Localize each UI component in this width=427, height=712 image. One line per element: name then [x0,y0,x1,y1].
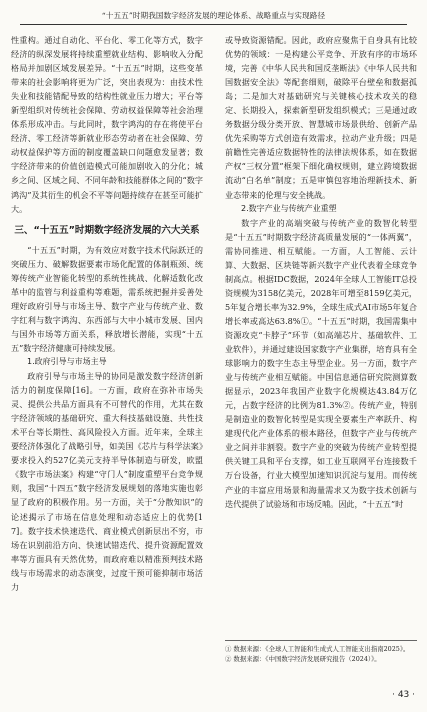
left-column [11,33,203,594]
footnote-1: ① 数据来源：《全球人工智能和生成式人工智能支出指南2025》。 [225,645,410,653]
subsection-title-2: 2.数字产业与传统产业重塑 [241,203,337,213]
left-paragraph-1: 性重构。通过自动化、平台化、零工化等方式，数字经济的纵深发展将持续重塑就业结构、影响收入分配格局并加剧区域发展差异。“十五五”时期，这些变革带来的社会影响将更为广泛，突出表现为：由技术性失业和技能错配导致的结构性就业压力增大；平台等新型组织对传统社会保障、劳动权益保障等社会治理体系形成冲击。与此同时，数字鸿沟的存在将使平台经济、零工经济等新就业形态劳动者在社会保障、劳动权益保护等方面的制度覆盖缺口问题愈发显著；数字经济带来的价值创造模式可能加剧收入的分化；城乡之间、区域之间、不同年龄和技能群体之间的“数字鸿沟”及其衍生的机会不平等问题持续存在甚至可能扩大。 [11,35,203,214]
subsection-title-1: 1.政府引导与市场主导 [27,356,107,366]
section-title: 三、“十五五”时期数字经济发展的六大关系 [14,224,200,236]
header-rule [20,24,407,25]
left-paragraph-3: 政府引导与市场主导的协同是激发数字经济创新活力的制度保障[16]。一方面，政府在弥补市场失灵、提供公共品方面具有不可替代的作用，尤其在数字经济领域的基础研究、重大科技基础设施、共性技术平台等长期性、高风险投入方面。近年来，全球主要经济体强化了战略引导，如美国《芯片与科学法案》要求投入约527亿美元支持半导体制造与研发，欧盟《数字市场法案》构建“守门人”制度重塑平台竞争规则，我国“十四五”数字经济发展规划的落地实施也彰显了政府的积极作用。另一方面，关于“分散知识”的论述揭示了市场在信息处理和动态适应上的优势[17]。数字技术快速迭代、商业模式创新层出不穷，市场在识别前沿方向、快速试错迭代、提升资源配置效率等方面具有天然优势，而政府难以精准预判技术路线与市场需求的动态演变，过度干预可能抑制市场活力 [11,371,203,592]
page-number: · 43 · [392,690,415,700]
left-paragraph-2: “十五五”时期，为有效应对数字技术代际跃迁的突破压力、破解数据要素市场化配置的体制瓶颈、统筹传统产业智能化转型的系统性挑战、化解适数化改革中的监管与利益重构等难题，需系统把握并妥善处理好政府引导与市场主导、数字产业与传统产业、数字红利与数字鸿沟、东西部与大中小城市发展、国内与国外市场等方面关系，释放增长潜能，实现“十五五”数字经济健康可持续发展。 [11,244,203,353]
right-paragraph-2: 数字产业的高端突破与传统产业的数智化转型是“十五五”时期数字经济高质量发展的“一体两翼”，需协同推进、相互赋能。一方面，人工智能、云计算、大数据、区块链等新兴数字产业代表着全球竞争制高点。根据IDC数据，2024年全球人工智能IT总投资规模为3158亿美元，2028年可增至8159亿美元，5年复合增长率为32.9%，全球生成式AI市场5年复合增长率或高达63.8%①。“十五五”时期，我国需集中资源攻克“卡脖子”环节（如高端芯片、基础软件、工业软件），并通过建设国家数字产业集群，培育具有全球影响力的数字生态主导型企业。另一方面，数字产业与传统产业相互赋能。中国信息通信研究院测算数据显示，2023年我国产业数字化规模达43.84万亿元，占数字经济的比例为81.3%②。传统产业，特别是制造业的数智化转型是实现全要素生产率跃升、构建现代化产业体系的根本路径，但数字产业与传统产业之间并非割裂。数字产业的突破为传统产业转型提供关键工具和平台支撑，如工业互联网平台连接数千万台设备，行业大模型加速知识沉淀与复用。而传统产业的丰富应用场景和海量需求又为数字技术创新与迭代提供了试验场和市场反哺。因此，“十五五”时 [225,217,417,509]
footnote-2: ② 数据来源：《中国数字经济发展研究报告（2024）》。 [225,655,381,663]
running-header: “十五五”时期我国数字经济发展的理论体系、战略重点与实现路径 [101,11,326,20]
footnotes [225,640,417,664]
right-paragraph-1: 或导致资源错配。因此，政府应聚焦于自身具有比较优势的领域：一是构建公平竞争、开放有序的市场环境，完善《中华人民共和国反垄断法》《中华人民共和国数据安全法》等配套细则，破除平台壁垒和数据孤岛；二是加大对基础研究与关键核心技术攻关的稳定、长期投入，探索新型研发组织模式；三是通过政务数据分级分类开放、智慧城市场景供给、创新产品优先采购等方式创造有效需求，拉动产业升级；四是前瞻性完善适应数据特性的法律法规体系，如在数据产权“三权分置”框架下细化确权规则，建立跨境数据流动“白名单”制度；五是审慎包容地治理新技术、新业态带来的伦理与安全挑战。 [225,35,417,200]
right-column [225,33,417,511]
